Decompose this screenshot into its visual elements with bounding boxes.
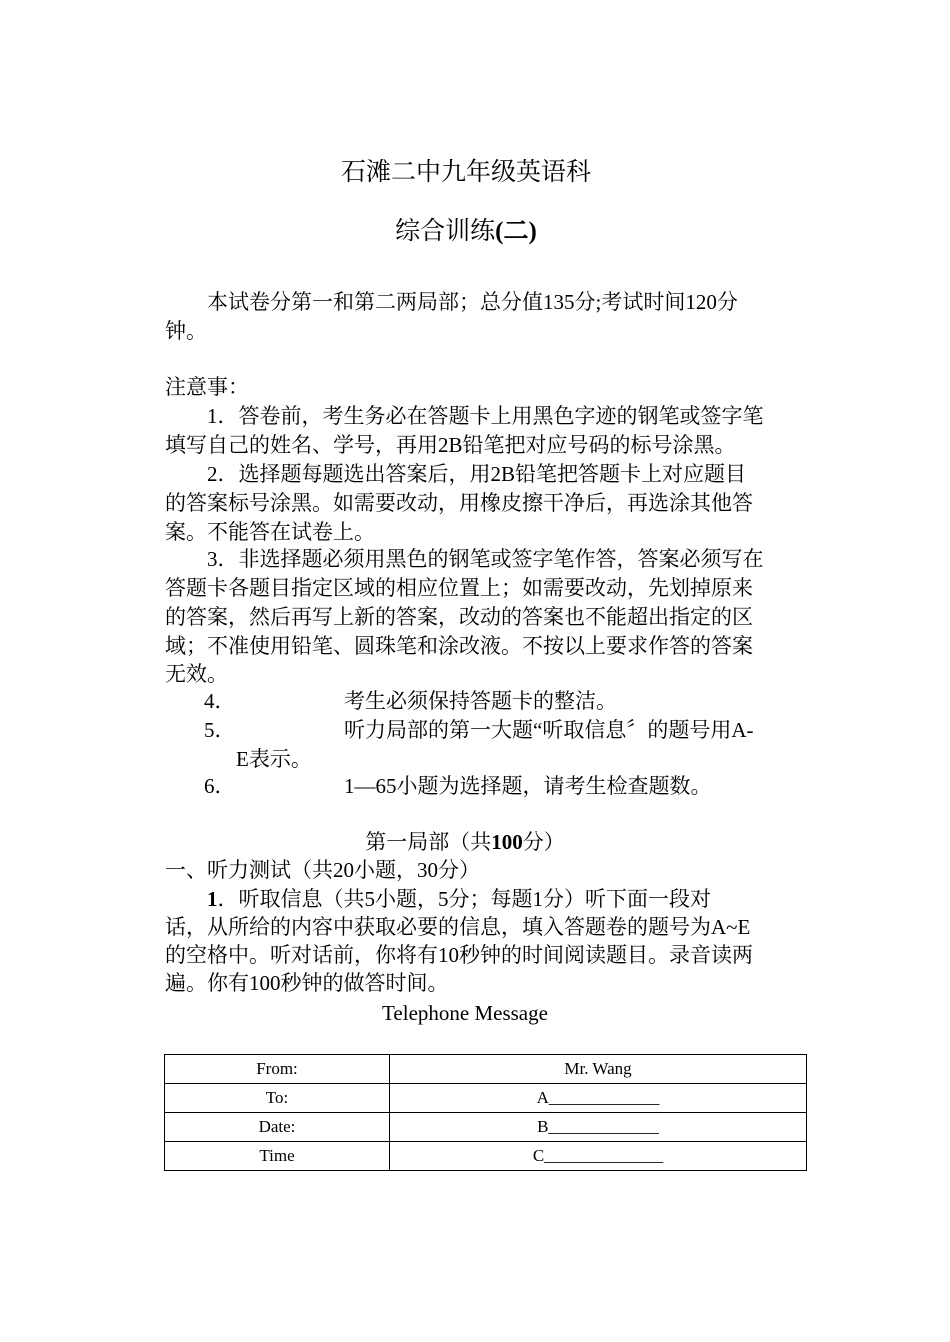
question-1-line-4: 遍。你有100秒钟的做答时间。: [165, 971, 449, 995]
notice-item-3-line-3: 的答案，然后再写上新的答案，改动的答案也不能超出指定的区: [165, 605, 753, 629]
table-label-cell: From:: [165, 1055, 390, 1084]
telephone-message-table: [164, 1054, 807, 1171]
table-value-cell: A_____________: [390, 1084, 807, 1113]
table-label-cell: Time: [165, 1142, 390, 1171]
notice-item-5: 5． 听力局部的第一大题“听取信息〞的题号用A-: [204, 718, 754, 742]
notice-item-5-continued: E表示。: [236, 747, 312, 771]
table-row: [165, 1142, 807, 1171]
notice-item-3-line-1: 3．非选择题必须用黑色的钢笔或签字笔作答，答案必须写在: [207, 547, 764, 571]
notice-item-3-line-5: 无效。: [165, 662, 228, 686]
notice-item-3-line-4: 域；不准使用铅笔、圆珠笔和涂改液。不按以上要求作答的答案: [165, 634, 753, 658]
table-value-cell: B_____________: [390, 1113, 807, 1142]
section-listening-heading: 一、听力测试（共20小题，30分）: [165, 858, 480, 882]
question-1-line-1: 1．听取信息（共5小题，5分；每题1分）听下面一段对: [207, 887, 711, 911]
table-label-cell: To:: [165, 1084, 390, 1113]
notice-item-6: 6． 1—65小题为选择题，请考生检查题数。: [204, 774, 712, 798]
intro-line-1: 本试卷分第一和第二两局部；总分值135分;考试时间120分: [207, 290, 738, 314]
table-value-cell: Mr. Wang: [390, 1055, 807, 1084]
table-label-cell: Date:: [165, 1113, 390, 1142]
table-row: [165, 1084, 807, 1113]
intro-line-2: 钟。: [165, 319, 207, 343]
notice-item-2-line-2: 的答案标号涂黑。如需要改动，用橡皮擦干净后，再选涂其他答: [165, 491, 753, 515]
question-1-line-2: 话，从所给的内容中获取必要的信息，填入答题卷的题号为A~E: [165, 915, 751, 939]
notice-item-1-line-1: 1．答卷前，考生务必在答题卡上用黑色字迹的钢笔或签字笔: [207, 404, 764, 428]
notice-item-4: 4． 考生必须保持答题卡的整洁。: [204, 689, 617, 713]
notice-heading: 注意事：: [165, 375, 249, 399]
notice-item-1-line-2: 填写自己的姓名、学号，再用2B铅笔把对应号码的标号涂黑。: [165, 433, 736, 457]
table-caption: Telephone Message: [382, 1001, 548, 1025]
table-value-cell: C______________: [390, 1142, 807, 1171]
question-1-line-3: 的空格中。听对话前，你将有10秒钟的时间阅读题目。录音读两: [165, 943, 753, 967]
exam-subtitle: 综合训练(二): [395, 218, 537, 245]
notice-item-2-line-3: 案。不能答在试卷上。: [165, 520, 375, 544]
table-row: [165, 1055, 807, 1084]
notice-item-2-line-1: 2．选择题每题选出答案后，用2B铅笔把答题卡上对应题目: [207, 462, 747, 486]
exam-title: 石滩二中九年级英语科: [340, 159, 591, 186]
part-1-heading: 第一局部（共100分）: [365, 830, 565, 854]
notice-item-3-line-2: 答题卡各题目指定区域的相应位置上；如需要改动，先划掉原来: [165, 576, 753, 600]
table-row: [165, 1113, 807, 1142]
